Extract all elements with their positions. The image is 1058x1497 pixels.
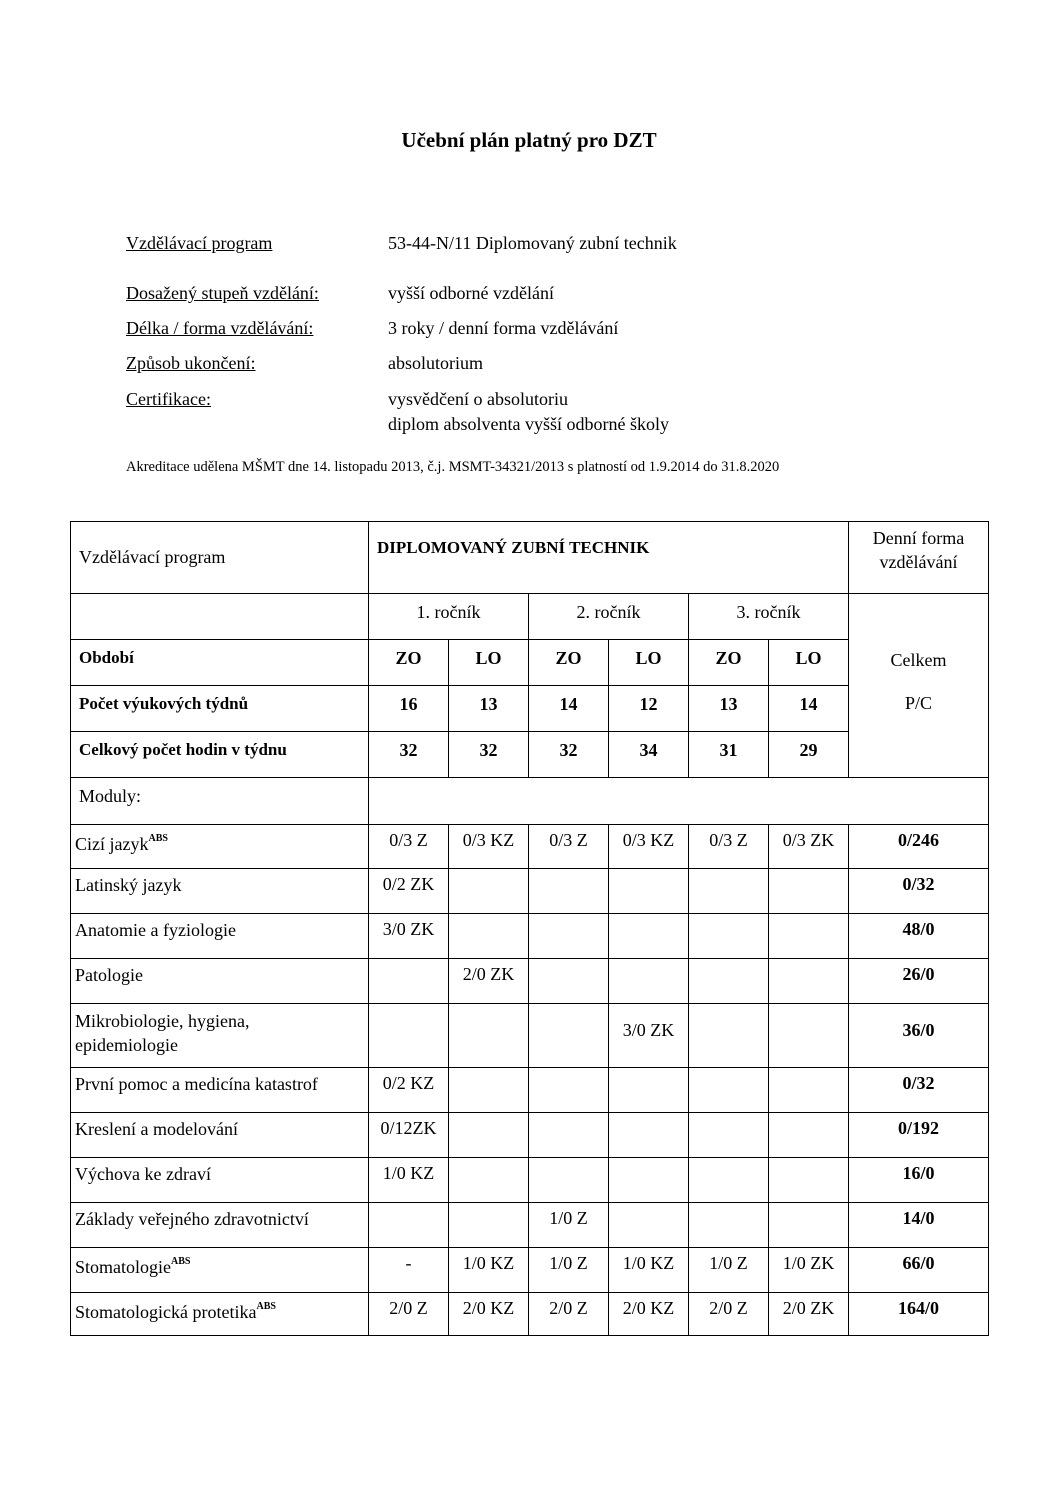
table-row (71, 1158, 989, 1203)
module-cell: 2/0 ZK (769, 1293, 849, 1336)
abs-mark: ABS (256, 1301, 276, 1312)
module-cell: 0/3 KZ (609, 825, 689, 869)
module-name: Výchova ke zdraví (75, 1164, 211, 1184)
module-cell (689, 914, 769, 959)
module-total: 0/32 (849, 1068, 989, 1113)
table-row (71, 1203, 989, 1248)
hours-label: Celkový počet hodin v týdnu (71, 732, 369, 778)
module-cell: 0/3 KZ (449, 825, 529, 869)
module-cell: 1/0 Z (529, 1248, 609, 1293)
module-cell (529, 1068, 609, 1113)
table-header-row (71, 522, 989, 594)
module-name: Latinský jazyk (75, 875, 182, 895)
period-cell: LO (609, 640, 689, 686)
module-cell (529, 1004, 609, 1068)
module-cell (609, 869, 689, 914)
period-cell: ZO (689, 640, 769, 686)
module-name-cell (71, 1068, 369, 1113)
module-cell (449, 1068, 529, 1113)
module-cell (449, 1158, 529, 1203)
module-name: Základy veřejného zdravotnictví (75, 1209, 309, 1229)
module-cell (689, 1004, 769, 1068)
module-cell (609, 914, 689, 959)
table-row (71, 959, 989, 1004)
module-cell (609, 959, 689, 1004)
hours-cell: 32 (529, 732, 609, 778)
weeks-cell: 14 (769, 686, 849, 732)
module-total: 36/0 (849, 1004, 989, 1068)
module-rows (71, 825, 989, 1336)
module-cell: 0/3 Z (689, 825, 769, 869)
module-total: 0/192 (849, 1113, 989, 1158)
module-cell: 3/0 ZK (609, 1004, 689, 1068)
module-total: 26/0 (849, 959, 989, 1004)
module-cell (689, 1068, 769, 1113)
table-row (71, 869, 989, 914)
year-row (71, 594, 989, 640)
module-cell (769, 1113, 849, 1158)
page-title: Učební plán platný pro DZT (401, 128, 657, 152)
module-total: 16/0 (849, 1158, 989, 1203)
module-cell (449, 1004, 529, 1068)
module-cell (769, 1158, 849, 1203)
table-row (71, 1004, 989, 1068)
period-cell: ZO (529, 640, 609, 686)
module-name: Mikrobiologie, hygiena, (75, 1011, 250, 1031)
period-cell: ZO (369, 640, 449, 686)
module-name: Stomatologie (75, 1257, 171, 1277)
module-cell (449, 869, 529, 914)
module-name: Cizí jazyk (75, 834, 149, 854)
hours-cell: 32 (369, 732, 449, 778)
study-plan-table (70, 521, 989, 1336)
module-name-cell (71, 1004, 369, 1068)
modules-header-row (71, 778, 989, 825)
module-cell (609, 1068, 689, 1113)
module-name: Patologie (75, 965, 143, 985)
hours-cell: 34 (609, 732, 689, 778)
module-cell (529, 959, 609, 1004)
module-name: Anatomie a fyziologie (75, 920, 236, 940)
module-cell: 0/3 Z (369, 825, 449, 869)
form-cell (849, 522, 989, 594)
module-cell (529, 869, 609, 914)
module-name: Stomatologická protetika (75, 1302, 257, 1322)
module-cell: 3/0 ZK (369, 914, 449, 959)
module-cell (769, 1203, 849, 1248)
weeks-label: Počet výukových týdnů (71, 686, 369, 732)
year-2: 2. ročník (529, 594, 689, 640)
info-cert-value-2: diplom absolventa vyšší odborné školy (388, 414, 669, 434)
module-name-cell (71, 1203, 369, 1248)
module-name-cell (71, 825, 369, 869)
module-cell: 1/0 Z (689, 1248, 769, 1293)
module-cell: 2/0 Z (689, 1293, 769, 1336)
form-line-1: Denní forma (872, 528, 965, 548)
module-total: 48/0 (849, 914, 989, 959)
module-total: 66/0 (849, 1248, 989, 1293)
module-cell: 2/0 KZ (449, 1293, 529, 1336)
module-total: 0/246 (849, 825, 989, 869)
module-name-cell (71, 1113, 369, 1158)
info-program-label: Vzdělávací program (126, 233, 273, 253)
form-line-2: vzdělávání (879, 552, 958, 572)
period-cell: LO (769, 640, 849, 686)
module-cell (769, 869, 849, 914)
module-cell: 1/0 KZ (609, 1248, 689, 1293)
module-cell (529, 914, 609, 959)
module-cell: 1/0 Z (529, 1203, 609, 1248)
module-cell: 1/0 ZK (769, 1248, 849, 1293)
module-name-cell (71, 869, 369, 914)
info-degree-label: Dosažený stupeň vzdělání: (126, 283, 319, 303)
program-name-cell: DIPLOMOVANÝ ZUBNÍ TECHNIK (369, 522, 849, 594)
weeks-cell: 12 (609, 686, 689, 732)
module-cell: 0/12ZK (369, 1113, 449, 1158)
module-cell (609, 1113, 689, 1158)
info-completion-value: absolutorium (388, 353, 483, 373)
table-row (71, 1068, 989, 1113)
weeks-cell: 13 (689, 686, 769, 732)
module-name-cell (71, 914, 369, 959)
hours-cell: 31 (689, 732, 769, 778)
hours-cell: 29 (769, 732, 849, 778)
accreditation-note: Akreditace udělena MŠMT dne 14. listopadu 2013, č.j. MSMT-34321/2013 s platností od 1.9.2014 do 31.8.2020 (126, 459, 780, 475)
total-unit: P/C (905, 693, 933, 713)
module-cell: 0/3 Z (529, 825, 609, 869)
module-cell: 1/0 KZ (449, 1248, 529, 1293)
module-cell (529, 1113, 609, 1158)
module-cell (369, 1004, 449, 1068)
module-cell (609, 1158, 689, 1203)
module-name-line-2: epidemiologie (75, 1035, 178, 1055)
weeks-cell: 14 (529, 686, 609, 732)
period-cell: LO (449, 640, 529, 686)
module-cell (689, 1203, 769, 1248)
info-length-value: 3 roky / denní forma vzdělávání (388, 318, 619, 338)
abs-mark: ABS (171, 1256, 191, 1267)
module-total: 14/0 (849, 1203, 989, 1248)
module-cell: 1/0 KZ (369, 1158, 449, 1203)
program-label-cell: Vzdělávací program (71, 522, 369, 594)
module-cell: 2/0 KZ (609, 1293, 689, 1336)
module-cell: 2/0 Z (529, 1293, 609, 1336)
module-cell (449, 1113, 529, 1158)
module-name-cell (71, 1158, 369, 1203)
module-cell (689, 1113, 769, 1158)
module-cell (449, 914, 529, 959)
module-cell: 2/0 ZK (449, 959, 529, 1004)
module-cell (689, 1158, 769, 1203)
weeks-cell: 16 (369, 686, 449, 732)
module-total: 164/0 (849, 1293, 989, 1336)
module-cell: 0/3 ZK (769, 825, 849, 869)
module-cell (769, 1068, 849, 1113)
module-cell (769, 1004, 849, 1068)
module-total: 0/32 (849, 869, 989, 914)
total-header-cell (849, 594, 989, 778)
module-cell: 0/2 ZK (369, 869, 449, 914)
table-row (71, 1293, 989, 1336)
module-cell (369, 959, 449, 1004)
module-name-cell (71, 959, 369, 1004)
module-name-cell (71, 1248, 369, 1293)
info-cert-label: Certifikace: (126, 389, 211, 409)
weeks-cell: 13 (449, 686, 529, 732)
info-cert-value-1: vysvědčení o absolutoriu (388, 389, 568, 409)
module-cell: - (369, 1248, 449, 1293)
year-row-empty (71, 594, 369, 640)
module-cell (769, 914, 849, 959)
table-row (71, 1248, 989, 1293)
module-cell: 0/2 KZ (369, 1068, 449, 1113)
module-cell (689, 869, 769, 914)
module-cell (689, 959, 769, 1004)
info-program-value: 53-44-N/11 Diplomovaný zubní technik (388, 233, 677, 253)
hours-cell: 32 (449, 732, 529, 778)
module-cell (529, 1158, 609, 1203)
table-row (71, 825, 989, 869)
module-cell (769, 959, 849, 1004)
module-cell: 2/0 Z (369, 1293, 449, 1336)
period-label: Období (71, 640, 369, 686)
year-3: 3. ročník (689, 594, 849, 640)
module-cell (609, 1203, 689, 1248)
module-name: První pomoc a medicína katastrof (75, 1074, 318, 1094)
total-label: Celkem (890, 650, 947, 670)
info-degree-value: vyšší odborné vzdělání (388, 283, 554, 303)
module-name-cell (71, 1293, 369, 1336)
modules-label: Moduly: (71, 778, 369, 825)
table-row (71, 1113, 989, 1158)
module-name: Kreslení a modelování (75, 1119, 238, 1139)
abs-mark: ABS (148, 833, 168, 844)
table-row (71, 914, 989, 959)
info-completion-label: Způsob ukončení: (126, 353, 256, 373)
module-cell (449, 1203, 529, 1248)
module-cell (369, 1203, 449, 1248)
modules-header-empty (369, 778, 989, 825)
info-length-label: Délka / forma vzdělávání: (126, 318, 314, 338)
year-1: 1. ročník (369, 594, 529, 640)
